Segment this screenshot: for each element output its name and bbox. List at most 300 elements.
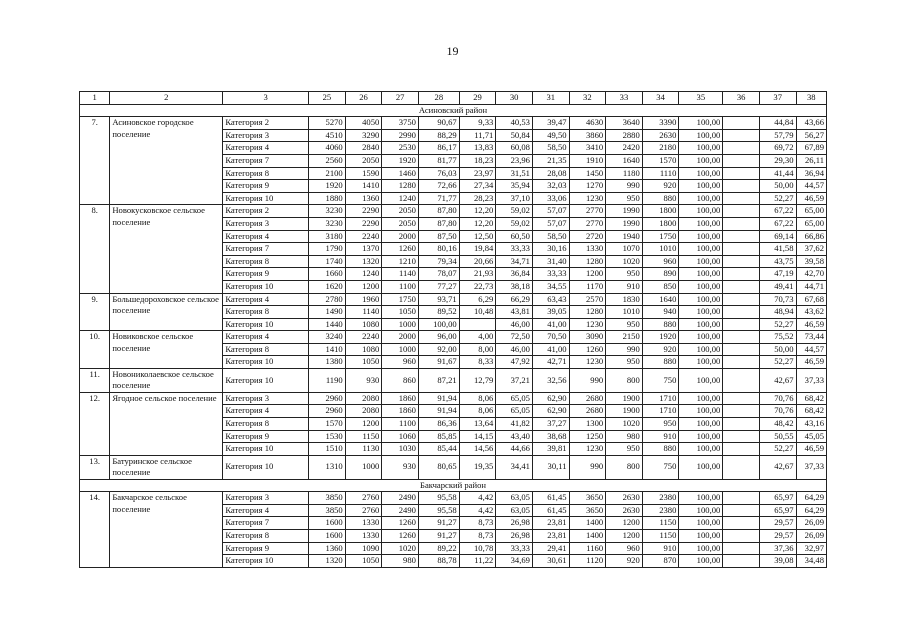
- value-cell: 1410: [309, 343, 346, 356]
- value-cell: 19,35: [459, 455, 496, 479]
- value-cell: 100,00: [679, 268, 723, 281]
- value-cell: 91,94: [418, 392, 459, 405]
- value-cell: 2080: [345, 405, 382, 418]
- value-cell: 46,59: [796, 192, 826, 205]
- value-cell: 62,90: [532, 392, 569, 405]
- value-cell: 26,98: [496, 530, 533, 543]
- value-cell: 80,65: [418, 455, 459, 479]
- value-cell: 1320: [309, 555, 346, 568]
- value-cell: 1180: [606, 167, 643, 180]
- value-cell: 4,42: [459, 492, 496, 505]
- value-cell: 26,98: [496, 517, 533, 530]
- category-cell: Категория 4: [223, 230, 309, 243]
- value-cell: 20,66: [459, 255, 496, 268]
- value-cell: [723, 555, 760, 568]
- settlement-number: 11.: [80, 369, 110, 393]
- column-number: 3: [223, 92, 309, 105]
- category-cell: Категория 8: [223, 167, 309, 180]
- value-cell: 1600: [309, 530, 346, 543]
- value-cell: 60,08: [496, 142, 533, 155]
- category-cell: Категория 4: [223, 331, 309, 344]
- category-cell: Категория 8: [223, 530, 309, 543]
- value-cell: 1300: [569, 418, 606, 431]
- value-cell: 72,66: [418, 180, 459, 193]
- value-cell: 870: [642, 555, 679, 568]
- settlement-number: 14.: [80, 492, 110, 568]
- value-cell: 1320: [345, 255, 382, 268]
- value-cell: 100,00: [679, 230, 723, 243]
- value-cell: 58,50: [532, 142, 569, 155]
- value-cell: [723, 418, 760, 431]
- value-cell: 91,27: [418, 517, 459, 530]
- value-cell: 2960: [309, 405, 346, 418]
- category-cell: Категория 4: [223, 142, 309, 155]
- settlement-name: Новиковское сельское поселение: [110, 331, 223, 369]
- value-cell: 1010: [642, 243, 679, 256]
- value-cell: 100,00: [679, 167, 723, 180]
- value-cell: 59,02: [496, 217, 533, 230]
- value-cell: 1600: [309, 517, 346, 530]
- value-cell: 2290: [345, 217, 382, 230]
- value-cell: 3180: [309, 230, 346, 243]
- value-cell: 86,36: [418, 418, 459, 431]
- value-cell: [723, 356, 760, 369]
- value-cell: 1360: [309, 542, 346, 555]
- value-cell: 950: [606, 318, 643, 331]
- value-cell: 45,05: [796, 430, 826, 443]
- value-cell: 1150: [642, 530, 679, 543]
- column-number: 25: [309, 92, 346, 105]
- value-cell: 100,00: [679, 356, 723, 369]
- value-cell: 1260: [382, 243, 419, 256]
- value-cell: 1460: [382, 167, 419, 180]
- value-cell: 42,67: [759, 369, 796, 393]
- value-cell: 980: [382, 555, 419, 568]
- value-cell: [459, 318, 496, 331]
- value-cell: [723, 517, 760, 530]
- value-cell: 8,73: [459, 530, 496, 543]
- value-cell: 800: [606, 455, 643, 479]
- category-cell: Категория 4: [223, 504, 309, 517]
- value-cell: 12,79: [459, 369, 496, 393]
- value-cell: 1510: [309, 443, 346, 456]
- value-cell: 48,94: [759, 306, 796, 319]
- value-cell: 1150: [642, 517, 679, 530]
- value-cell: [723, 129, 760, 142]
- value-cell: 39,47: [532, 117, 569, 130]
- value-cell: 100,00: [679, 555, 723, 568]
- category-cell: Категория 8: [223, 418, 309, 431]
- value-cell: [723, 392, 760, 405]
- value-cell: 1940: [606, 230, 643, 243]
- value-cell: 1450: [569, 167, 606, 180]
- value-cell: 1140: [382, 268, 419, 281]
- value-cell: 78,07: [418, 268, 459, 281]
- column-number: 29: [459, 92, 496, 105]
- value-cell: 1100: [382, 280, 419, 293]
- value-cell: 1990: [606, 205, 643, 218]
- value-cell: 72,50: [496, 331, 533, 344]
- value-cell: 2490: [382, 492, 419, 505]
- value-cell: 1900: [606, 405, 643, 418]
- category-cell: Категория 10: [223, 192, 309, 205]
- value-cell: 1150: [345, 430, 382, 443]
- value-cell: 2530: [382, 142, 419, 155]
- value-cell: 2760: [345, 492, 382, 505]
- value-cell: 91,94: [418, 405, 459, 418]
- category-cell: Категория 3: [223, 129, 309, 142]
- value-cell: 87,80: [418, 217, 459, 230]
- value-cell: 920: [606, 555, 643, 568]
- value-cell: [723, 542, 760, 555]
- value-cell: [723, 405, 760, 418]
- value-cell: 100,00: [679, 343, 723, 356]
- value-cell: 100,00: [679, 255, 723, 268]
- category-cell: Категория 10: [223, 280, 309, 293]
- value-cell: 2770: [569, 205, 606, 218]
- settlement-name: Большедороховское сельское поселение: [110, 293, 223, 331]
- value-cell: 100,00: [679, 504, 723, 517]
- value-cell: 1660: [309, 268, 346, 281]
- value-cell: 30,61: [532, 555, 569, 568]
- value-cell: 69,72: [759, 142, 796, 155]
- value-cell: 4630: [569, 117, 606, 130]
- value-cell: 1230: [569, 443, 606, 456]
- category-cell: Категория 4: [223, 293, 309, 306]
- settlement-number: 7.: [80, 117, 110, 205]
- value-cell: 9,33: [459, 117, 496, 130]
- value-cell: 44,84: [759, 117, 796, 130]
- value-cell: 12,50: [459, 230, 496, 243]
- value-cell: 43,75: [759, 255, 796, 268]
- value-cell: 1400: [569, 530, 606, 543]
- value-cell: 1240: [382, 192, 419, 205]
- value-cell: 910: [642, 430, 679, 443]
- value-cell: 2560: [309, 154, 346, 167]
- value-cell: 41,00: [532, 318, 569, 331]
- value-cell: 65,97: [759, 492, 796, 505]
- column-number: 36: [723, 92, 760, 105]
- value-cell: 80,16: [418, 243, 459, 256]
- value-cell: 2760: [345, 504, 382, 517]
- column-number: 33: [606, 92, 643, 105]
- value-cell: [723, 331, 760, 344]
- value-cell: 2380: [642, 504, 679, 517]
- value-cell: 1880: [309, 192, 346, 205]
- value-cell: 85,44: [418, 443, 459, 456]
- value-cell: 69,14: [759, 230, 796, 243]
- value-cell: 1260: [382, 517, 419, 530]
- value-cell: 43,16: [796, 418, 826, 431]
- column-number: 27: [382, 92, 419, 105]
- value-cell: 880: [642, 443, 679, 456]
- settlement-name: Ягодное сельское поселение: [110, 392, 223, 455]
- value-cell: 1120: [569, 555, 606, 568]
- value-cell: 42,70: [796, 268, 826, 281]
- value-cell: 67,68: [796, 293, 826, 306]
- value-cell: 940: [642, 306, 679, 319]
- value-cell: 43,81: [496, 306, 533, 319]
- value-cell: 1110: [642, 167, 679, 180]
- value-cell: 33,33: [496, 243, 533, 256]
- value-cell: 63,05: [496, 504, 533, 517]
- table-row: [80, 205, 827, 218]
- value-cell: 950: [606, 268, 643, 281]
- value-cell: 28,23: [459, 192, 496, 205]
- value-cell: 1010: [606, 306, 643, 319]
- value-cell: 43,62: [796, 306, 826, 319]
- value-cell: 65,05: [496, 392, 533, 405]
- value-cell: [723, 430, 760, 443]
- value-cell: [723, 268, 760, 281]
- value-cell: 2180: [642, 142, 679, 155]
- value-cell: 2720: [569, 230, 606, 243]
- value-cell: 1570: [642, 154, 679, 167]
- value-cell: 990: [606, 343, 643, 356]
- value-cell: 1310: [309, 455, 346, 479]
- value-cell: 12,20: [459, 205, 496, 218]
- value-cell: 39,58: [796, 255, 826, 268]
- value-cell: 95,58: [418, 504, 459, 517]
- value-cell: [723, 293, 760, 306]
- value-cell: 100,00: [679, 129, 723, 142]
- value-cell: 1400: [569, 517, 606, 530]
- value-cell: 4,42: [459, 504, 496, 517]
- table-row: [80, 455, 827, 479]
- value-cell: 1440: [309, 318, 346, 331]
- value-cell: 4060: [309, 142, 346, 155]
- value-cell: 100,00: [679, 517, 723, 530]
- value-cell: 57,79: [759, 129, 796, 142]
- value-cell: 1080: [345, 343, 382, 356]
- value-cell: 2050: [382, 205, 419, 218]
- value-cell: 1960: [345, 293, 382, 306]
- value-cell: 29,30: [759, 154, 796, 167]
- value-cell: 1170: [569, 280, 606, 293]
- column-number: 37: [759, 92, 796, 105]
- value-cell: 920: [642, 180, 679, 193]
- value-cell: 1920: [642, 331, 679, 344]
- value-cell: 990: [606, 180, 643, 193]
- value-cell: 30,11: [532, 455, 569, 479]
- value-cell: 1260: [382, 530, 419, 543]
- region-row: [80, 479, 827, 492]
- value-cell: 2490: [382, 504, 419, 517]
- category-cell: Категория 9: [223, 180, 309, 193]
- value-cell: 52,27: [759, 318, 796, 331]
- value-cell: 1280: [382, 180, 419, 193]
- value-cell: 37,10: [496, 192, 533, 205]
- value-cell: [723, 192, 760, 205]
- value-cell: [723, 117, 760, 130]
- value-cell: 800: [606, 369, 643, 393]
- value-cell: 2630: [606, 492, 643, 505]
- value-cell: [723, 167, 760, 180]
- value-cell: 2240: [345, 230, 382, 243]
- value-cell: 89,52: [418, 306, 459, 319]
- value-cell: 3650: [569, 492, 606, 505]
- value-cell: 2570: [569, 293, 606, 306]
- value-cell: 57,07: [532, 205, 569, 218]
- value-cell: 2680: [569, 405, 606, 418]
- value-cell: 1200: [606, 517, 643, 530]
- value-cell: 100,00: [679, 293, 723, 306]
- value-cell: 36,84: [496, 268, 533, 281]
- tariff-table: [79, 91, 827, 568]
- value-cell: 42,71: [532, 356, 569, 369]
- value-cell: 41,00: [532, 343, 569, 356]
- value-cell: 32,56: [532, 369, 569, 393]
- value-cell: 4510: [309, 129, 346, 142]
- value-cell: 100,00: [418, 318, 459, 331]
- value-cell: [723, 318, 760, 331]
- value-cell: 23,81: [532, 530, 569, 543]
- region-name: Асиновский район: [418, 104, 488, 115]
- value-cell: 100,00: [679, 205, 723, 218]
- value-cell: 8,33: [459, 356, 496, 369]
- value-cell: 58,50: [532, 230, 569, 243]
- value-cell: 65,00: [796, 217, 826, 230]
- value-cell: 100,00: [679, 306, 723, 319]
- settlement-number: 12.: [80, 392, 110, 455]
- value-cell: 1330: [569, 243, 606, 256]
- value-cell: 88,29: [418, 129, 459, 142]
- value-cell: 910: [642, 542, 679, 555]
- value-cell: [723, 142, 760, 155]
- value-cell: 1860: [382, 405, 419, 418]
- value-cell: 11,71: [459, 129, 496, 142]
- value-cell: 28,08: [532, 167, 569, 180]
- value-cell: 1280: [569, 255, 606, 268]
- value-cell: 33,33: [496, 542, 533, 555]
- value-cell: 38,68: [532, 430, 569, 443]
- value-cell: 3750: [382, 117, 419, 130]
- value-cell: 2960: [309, 392, 346, 405]
- value-cell: 1000: [382, 343, 419, 356]
- value-cell: 61,45: [532, 504, 569, 517]
- value-cell: 1200: [345, 418, 382, 431]
- value-cell: 1330: [345, 517, 382, 530]
- value-cell: 8,00: [459, 343, 496, 356]
- category-cell: Категория 2: [223, 117, 309, 130]
- value-cell: 1140: [345, 306, 382, 319]
- value-cell: 1570: [309, 418, 346, 431]
- value-cell: 5270: [309, 117, 346, 130]
- value-cell: 21,93: [459, 268, 496, 281]
- value-cell: 1160: [569, 542, 606, 555]
- value-cell: 34,55: [532, 280, 569, 293]
- value-cell: 100,00: [679, 455, 723, 479]
- value-cell: 2780: [309, 293, 346, 306]
- category-cell: Категория 3: [223, 217, 309, 230]
- value-cell: 980: [606, 430, 643, 443]
- column-number: 1: [80, 92, 110, 105]
- value-cell: 3290: [345, 129, 382, 142]
- value-cell: 46,00: [496, 343, 533, 356]
- value-cell: 100,00: [679, 318, 723, 331]
- value-cell: 67,89: [796, 142, 826, 155]
- value-cell: 1050: [382, 306, 419, 319]
- settlement-number: 13.: [80, 455, 110, 479]
- column-number: 35: [679, 92, 723, 105]
- value-cell: 1280: [569, 306, 606, 319]
- value-cell: 37,33: [796, 455, 826, 479]
- value-cell: 8,06: [459, 392, 496, 405]
- value-cell: 1640: [642, 293, 679, 306]
- value-cell: 1710: [642, 392, 679, 405]
- value-cell: 90,67: [418, 117, 459, 130]
- value-cell: 930: [382, 455, 419, 479]
- value-cell: 100,00: [679, 430, 723, 443]
- value-cell: 1000: [382, 318, 419, 331]
- value-cell: 1020: [382, 542, 419, 555]
- value-cell: 1230: [569, 356, 606, 369]
- value-cell: 100,00: [679, 142, 723, 155]
- value-cell: 100,00: [679, 280, 723, 293]
- value-cell: 14,56: [459, 443, 496, 456]
- category-cell: Категория 8: [223, 343, 309, 356]
- value-cell: 48,42: [759, 418, 796, 431]
- value-cell: 56,27: [796, 129, 826, 142]
- category-cell: Категория 8: [223, 306, 309, 319]
- value-cell: 70,76: [759, 405, 796, 418]
- value-cell: 2080: [345, 392, 382, 405]
- value-cell: 1080: [345, 318, 382, 331]
- value-cell: 990: [569, 455, 606, 479]
- value-cell: [723, 504, 760, 517]
- value-cell: 26,09: [796, 530, 826, 543]
- value-cell: 44,57: [796, 343, 826, 356]
- category-cell: Категория 10: [223, 555, 309, 568]
- value-cell: 29,57: [759, 517, 796, 530]
- value-cell: [723, 205, 760, 218]
- value-cell: 50,84: [496, 129, 533, 142]
- value-cell: 70,76: [759, 392, 796, 405]
- value-cell: 1830: [606, 293, 643, 306]
- value-cell: [723, 154, 760, 167]
- value-cell: 89,22: [418, 542, 459, 555]
- value-cell: 100,00: [679, 542, 723, 555]
- value-cell: 40,53: [496, 117, 533, 130]
- value-cell: 950: [606, 443, 643, 456]
- value-cell: 10,48: [459, 306, 496, 319]
- value-cell: 1200: [606, 530, 643, 543]
- settlement-number: 8.: [80, 205, 110, 293]
- value-cell: 26,09: [796, 517, 826, 530]
- value-cell: 52,27: [759, 443, 796, 456]
- value-cell: 91,67: [418, 356, 459, 369]
- value-cell: 3410: [569, 142, 606, 155]
- category-cell: Категория 10: [223, 455, 309, 479]
- value-cell: 1360: [345, 192, 382, 205]
- value-cell: [723, 217, 760, 230]
- value-cell: 1330: [345, 530, 382, 543]
- value-cell: 1270: [569, 180, 606, 193]
- value-cell: 30,16: [532, 243, 569, 256]
- value-cell: 3090: [569, 331, 606, 344]
- value-cell: 880: [642, 318, 679, 331]
- value-cell: [723, 280, 760, 293]
- value-cell: 85,85: [418, 430, 459, 443]
- value-cell: [723, 306, 760, 319]
- value-cell: 75,52: [759, 331, 796, 344]
- value-cell: 3230: [309, 217, 346, 230]
- value-cell: 49,41: [759, 280, 796, 293]
- settlement-name: Новониколаевское сельское поселение: [110, 369, 223, 393]
- value-cell: 46,59: [796, 356, 826, 369]
- category-cell: Категория 8: [223, 255, 309, 268]
- value-cell: 13,83: [459, 142, 496, 155]
